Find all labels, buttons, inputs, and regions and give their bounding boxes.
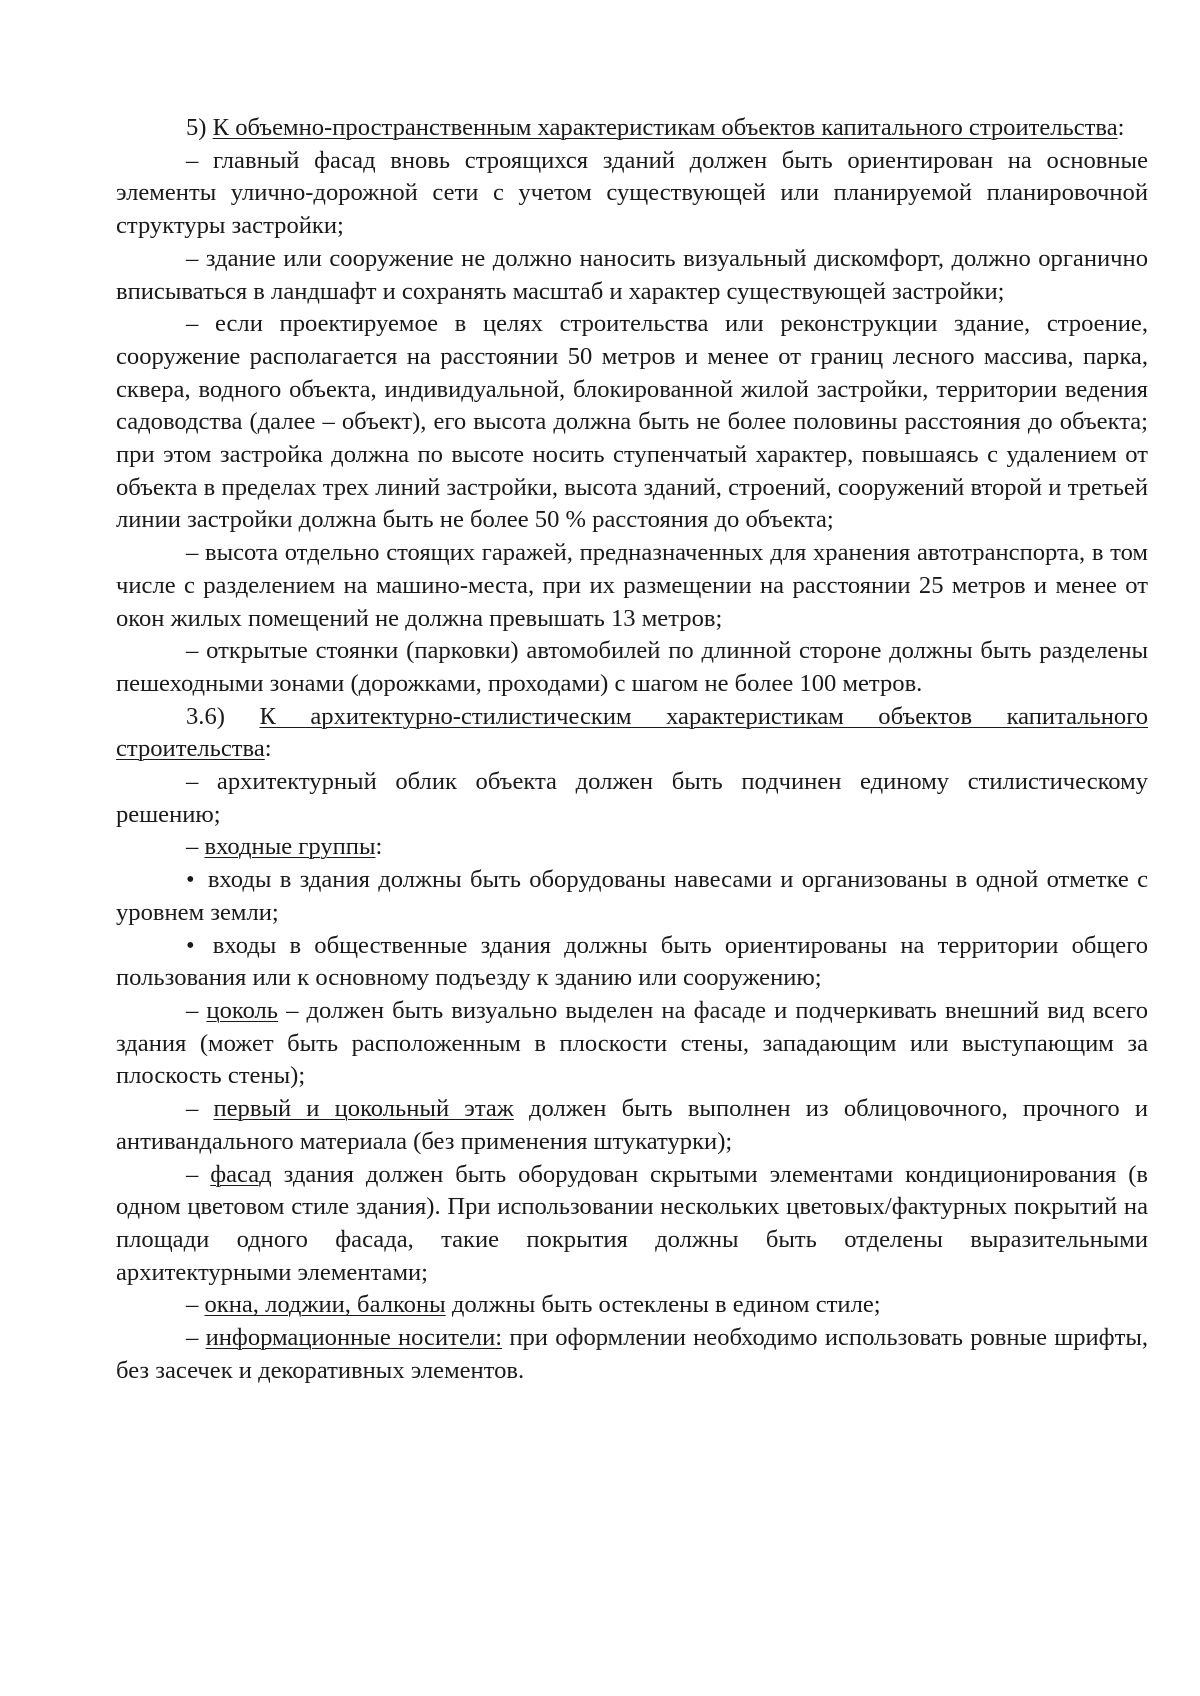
list-item: – высота отдельно стоящих гаражей, предназначенных для хранения автотранспорта, в том числе с разделением на машино-места, при их размещении на расстоянии 25 метров и менее от окон жилых помещений не должна превышать 13 метров; — [116, 539, 1148, 632]
bullet-item: • входы в общественные здания должны быть ориентированы на территории общего пользования или к основному подъезду к зданию или сооружению; — [116, 931, 1148, 992]
underlined-heading: К объемно-пространственным характеристикам объектов капитального строительства — [212, 114, 1118, 141]
underlined-term: цоколь — [206, 996, 279, 1024]
underlined-term: окна, лоджии, балконы — [204, 1291, 446, 1319]
subheading-entrance-groups: – входные группы: — [186, 833, 383, 861]
underlined-heading: К архитектурно-стилистическим характеристикам объектов капитального строительства — [116, 702, 1148, 763]
list-item-windows: – окна, лоджии, балконы должны быть остеклены в едином стиле; — [186, 1291, 881, 1319]
underlined-term: информационные носители: — [205, 1324, 503, 1352]
list-item: – здание или сооружение не должно наносить визуальный дискомфорт, должно органично вписываться в ландшафт и сохранять масштаб и характер существующей застройки; — [116, 244, 1148, 305]
underlined-term: входные группы — [204, 833, 376, 861]
list-item: – архитектурный облик объекта должен быть подчинен единому стилистическому решению; — [116, 768, 1148, 828]
section-heading-5: 5) К объемно-пространственным характеристикам объектов капитального строительства: — [186, 114, 1125, 141]
list-item: – главный фасад вновь строящихся зданий должен быть ориентирован на основные элементы улично-дорожной сети с учетом существующей или планируемой планировочной структуры застройки; — [116, 146, 1148, 240]
list-item-info-carriers: – информационные носители: при оформлении необходимо использовать ровные шрифты, без засечек и декоративных элементов. — [116, 1324, 1149, 1384]
bullet-icon: • — [186, 931, 195, 959]
section-heading-3-6: 3.6) К архитектурно-стилистическим характеристикам объектов капитального строительства: — [116, 702, 1148, 763]
list-item: – если проектируемое в целях строительства или реконструкции здание, строение, сооружение располагается на расстоянии 50 метров и менее от границ лесного массива, парка, сквера, водного объекта, индивидуальной, блокированной жилой застройки, территории ведения садоводства (далее – объект), его высота должна быть не более половины расстояния до объекта; при этом застройка должна по высоте носить ступенчатый характер, повышаясь с удалением от объекта в пределах трех линий застройки, высота зданий, строений, сооружений второй и третьей линии застройки должна быть не более 50 % расстояния до объекта; — [116, 310, 1148, 534]
list-item: – открытые стоянки (парковки) автомобилей по длинной стороне должны быть разделены пешеходными зонами (дорожками, проходами) с шагом не более 100 метров. — [116, 637, 1148, 697]
document-page — [116, 112, 1148, 1387]
bullet-item: • входы в здания должны быть оборудованы навесами и организованы в одной отметке с уровнем земли; — [116, 866, 1148, 926]
list-item-plinth: – цоколь – должен быть визуально выделен на фасаде и подчеркивать внешний вид всего здания (может быть расположенным в плоскости стены, западающим или выступающим за плоскость стены); — [116, 996, 1148, 1090]
underlined-term: первый и цокольный этаж — [213, 1095, 514, 1123]
list-item-facade: – фасад здания должен быть оборудован скрытыми элементами кондиционирования (в одном цветовом стиле здания). При использовании нескольких цветовых/фактурных покрытий на площади одного фасада, такие покрытия должны быть отделены выразительными архитектурными элементами; — [116, 1160, 1148, 1286]
underlined-term: фасад — [210, 1160, 272, 1188]
bullet-icon: • — [186, 866, 195, 894]
list-item-ground-floor: – первый и цокольный этаж должен быть выполнен из облицовочного, прочного и антивандального материала (без применения штукатурки); — [116, 1095, 1148, 1155]
